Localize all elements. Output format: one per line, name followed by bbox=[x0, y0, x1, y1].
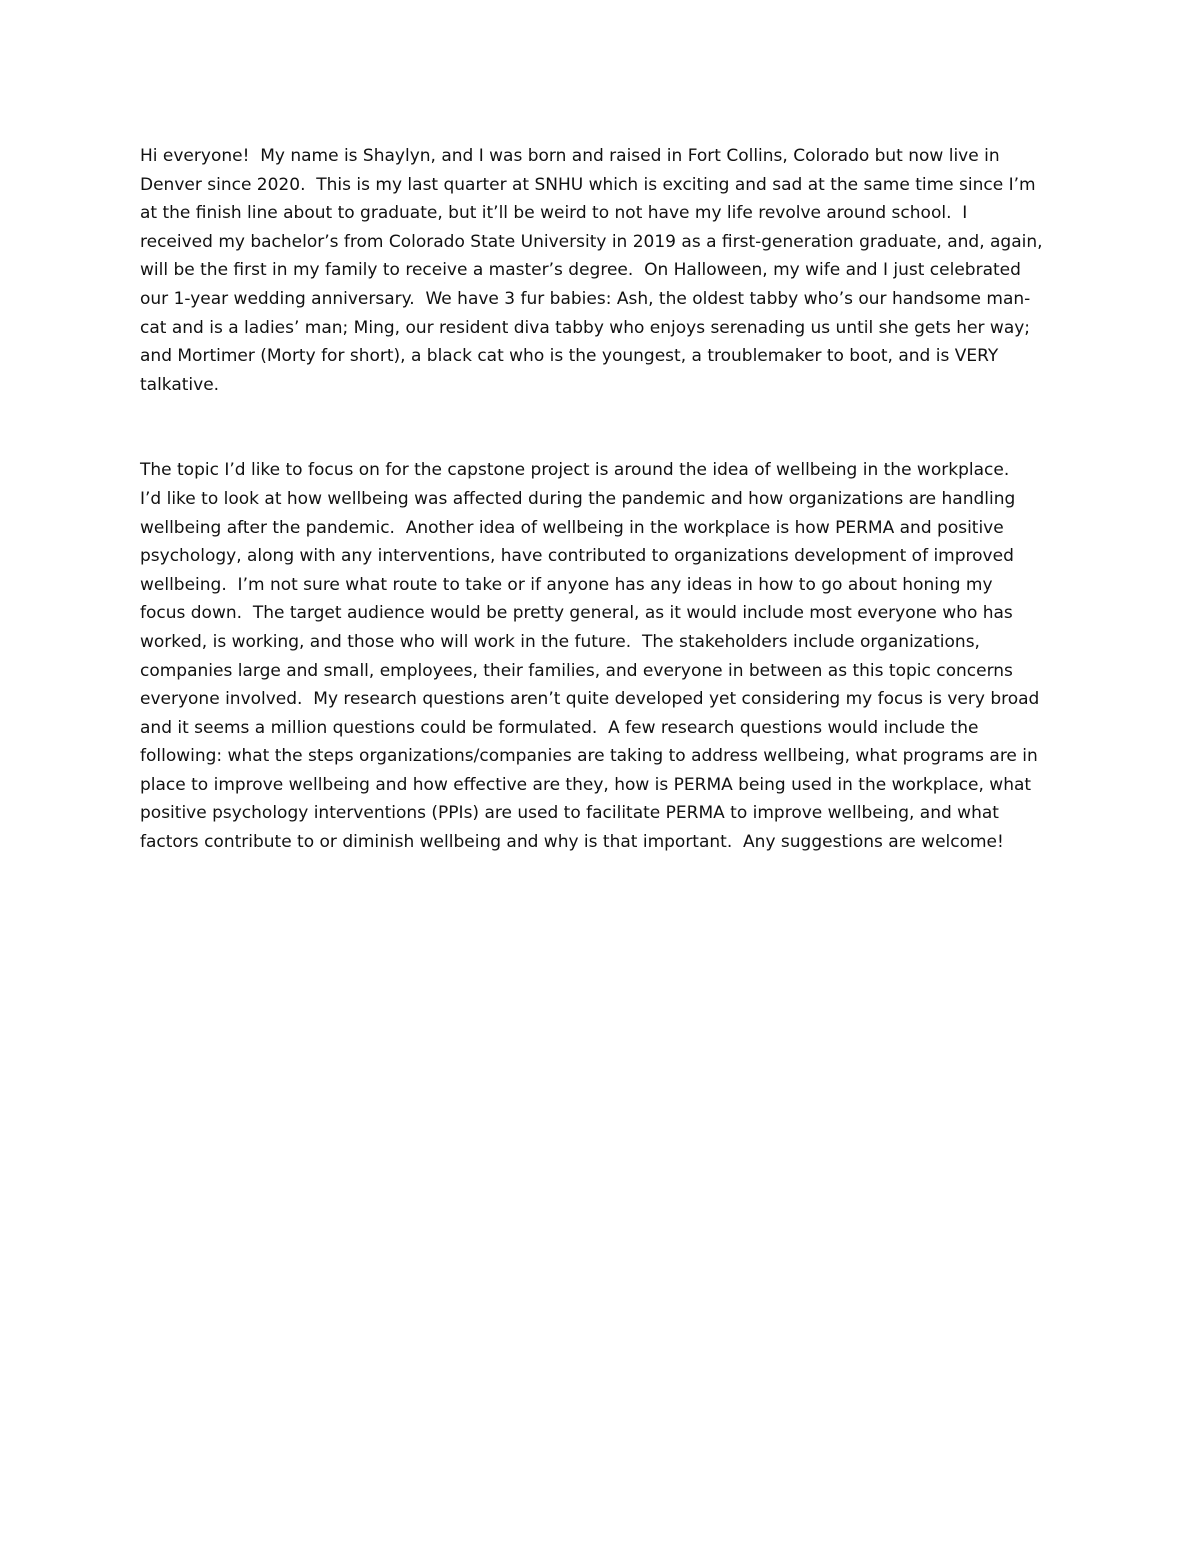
paragraph-line: received my bachelor’s from Colorado State University in 2019 as a first-generation graduate, and, again, bbox=[140, 231, 1043, 252]
paragraph-line: psychology, along with any interventions, have contributed to organizations development of improved bbox=[140, 546, 1014, 567]
paragraph-line: The topic I’d like to focus on for the capstone project is around the idea of wellbeing in the workplace. bbox=[140, 460, 1010, 481]
paragraph-line: wellbeing after the pandemic. Another idea of wellbeing in the workplace is how PERMA and positive bbox=[140, 517, 1004, 538]
paragraph-line: and Mortimer (Morty for short), a black cat who is the youngest, a troublemaker to boot, and is VERY bbox=[140, 346, 999, 367]
paragraph-line: companies large and small, employees, their families, and everyone in between as this topic concerns bbox=[140, 660, 1013, 681]
paragraph-line: following: what the steps organizations/companies are taking to address wellbeing, what programs are in bbox=[140, 746, 1038, 767]
paragraph-line: I’d like to look at how wellbeing was affected during the pandemic and how organizations are handling bbox=[140, 488, 1016, 509]
paragraph-line: at the finish line about to graduate, but it’ll be weird to not have my life revolve around school. I bbox=[140, 203, 968, 224]
paragraph-line: and it seems a million questions could be formulated. A few research questions would include the bbox=[140, 717, 979, 738]
document-body bbox=[140, 142, 1065, 857]
paragraph-line: will be the first in my family to receive a master’s degree. On Halloween, my wife and I just celebrated bbox=[140, 260, 1021, 281]
paragraph-line: Hi everyone! My name is Shaylyn, and I was born and raised in Fort Collins, Colorado but now live in bbox=[140, 146, 1000, 166]
paragraph-line: positive psychology interventions (PPIs) are used to facilitate PERMA to improve wellbeing, and what bbox=[140, 803, 999, 824]
paragraph-line: cat and is a ladies’ man; Ming, our resident diva tabby who enjoys serenading us until she gets her way; bbox=[140, 317, 1031, 338]
paragraph-line: focus down. The target audience would be pretty general, as it would include most everyone who has bbox=[140, 603, 1013, 624]
capstone-topic-paragraph bbox=[140, 456, 1065, 856]
paragraph-line: our 1-year wedding anniversary. We have 3 fur babies: Ash, the oldest tabby who’s our handsome man- bbox=[140, 288, 1031, 309]
introduction-paragraph bbox=[140, 142, 1065, 399]
paragraph-spacer bbox=[140, 399, 1065, 456]
paragraph-line: Denver since 2020. This is my last quarter at SNHU which is exciting and sad at the same time since I’m bbox=[140, 174, 1036, 195]
paragraph-line: wellbeing. I’m not sure what route to take or if anyone has any ideas in how to go about honing my bbox=[140, 574, 993, 595]
paragraph-line: place to improve wellbeing and how effective are they, how is PERMA being used in the workplace, what bbox=[140, 774, 1032, 795]
paragraph-line: factors contribute to or diminish wellbeing and why is that important. Any suggestions are welcome! bbox=[140, 832, 1004, 853]
paragraph-line: worked, is working, and those who will work in the future. The stakeholders include organizations, bbox=[140, 631, 980, 652]
paragraph-line: talkative. bbox=[140, 374, 220, 395]
paragraph-line: everyone involved. My research questions aren’t quite developed yet considering my focus is very broad bbox=[140, 689, 1040, 710]
